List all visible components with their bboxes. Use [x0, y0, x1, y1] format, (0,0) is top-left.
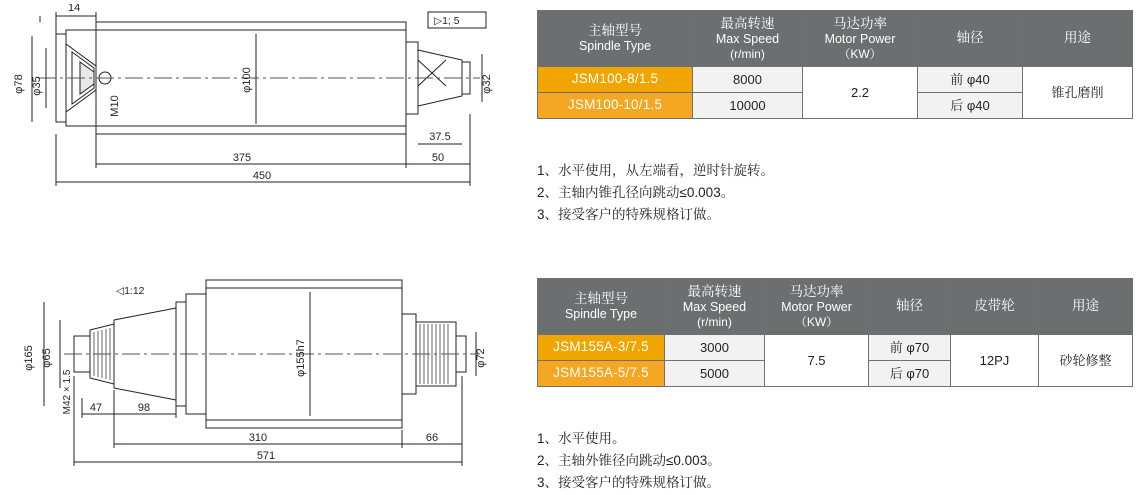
table-header-row: [538, 279, 1133, 335]
col-shaft-dia-cn: 轴径: [896, 298, 923, 314]
col-max-speed-cn: 最高转速: [720, 16, 775, 31]
col-shaft-dia: [918, 11, 1023, 67]
spec-table-jsm155a: [537, 278, 1133, 387]
col-max-speed-unit: (r/min): [730, 46, 765, 61]
col-shaft-dia: [869, 279, 951, 335]
col-motor-power: [803, 11, 918, 67]
col-max-speed: [665, 279, 765, 335]
dim-phi100: φ100: [241, 67, 253, 93]
col-spindle-type-en: Spindle Type: [578, 39, 652, 53]
col-motor-power-en: Motor Power: [824, 31, 896, 46]
spec-table-jsm100: [537, 10, 1133, 119]
spindle-drawing-jsm155a: [10, 258, 510, 488]
cell-model: JSM100-8/1.5: [538, 66, 693, 92]
dim-m10: M10: [109, 95, 121, 117]
table-header-row: [538, 11, 1133, 67]
col-motor-power-unit: （KW）: [794, 314, 839, 329]
cell-usage: 锥孔磨削: [1023, 66, 1133, 118]
dim-47: 47: [89, 402, 103, 414]
cell-usage: 砂轮修整: [1039, 334, 1133, 386]
dim-m42: M42 × 1.5: [62, 369, 73, 415]
cell-speed: 8000: [693, 66, 803, 92]
cell-shaft: 后 φ40: [918, 92, 1023, 118]
table-row: [538, 66, 1133, 92]
notes-jsm100: [537, 160, 774, 226]
cell-shaft: 前 φ40: [918, 66, 1023, 92]
cell-speed: 5000: [665, 360, 765, 386]
dim-571: 571: [256, 450, 276, 462]
cell-model: JSM100-10/1.5: [538, 92, 693, 118]
cell-speed: 3000: [665, 334, 765, 360]
col-usage-cn: 用途: [1064, 30, 1091, 46]
col-spindle-type-cn: 主轴型号: [574, 291, 628, 307]
cell-shaft: 前 φ70: [869, 334, 951, 360]
cell-model: JSM155A-3/7.5: [538, 334, 665, 360]
taper-note: ▷1; 5: [434, 15, 460, 27]
note-line: 2、主轴内锥孔径向跳动≤0.003。: [537, 184, 735, 200]
dim-phi65: φ65: [41, 348, 53, 368]
dim-phi32: φ32: [481, 74, 493, 94]
col-motor-power: [765, 279, 869, 335]
dim-37-5: 37.5: [429, 131, 451, 143]
cell-pulley: 12PJ: [951, 334, 1039, 386]
col-spindle-type: [538, 279, 665, 335]
dim-phi35: φ35: [31, 76, 43, 96]
dim-50: 50: [431, 152, 445, 164]
dim-98: 98: [137, 402, 151, 414]
col-usage-cn: 用途: [1072, 298, 1099, 314]
dim-phi78: φ78: [13, 74, 25, 94]
col-motor-power-unit: （KW）: [838, 46, 882, 61]
dim-450: 450: [252, 170, 272, 182]
drawing-canvas-1: [10, 4, 510, 204]
spindle-drawing-jsm100: [10, 4, 510, 204]
col-spindle-type-cn: 主轴型号: [588, 23, 642, 39]
cell-shaft: 后 φ70: [869, 360, 951, 386]
note-line: 3、接受客户的特殊规格订做。: [537, 474, 721, 490]
notes-jsm155a: [537, 428, 721, 494]
col-max-speed-en: Max Speed: [715, 31, 780, 46]
col-motor-power-cn: 马达功率: [833, 16, 887, 31]
cell-model: JSM155A-5/7.5: [538, 360, 665, 386]
col-max-speed: [693, 11, 803, 67]
col-max-speed-unit: (r/min): [697, 314, 732, 329]
dim-phi165: φ165: [23, 345, 35, 371]
col-usage: [1023, 11, 1133, 67]
dim-phi155: φ155h7: [295, 339, 307, 377]
col-shaft-dia-cn: 轴径: [956, 30, 984, 46]
col-pulley: [951, 279, 1039, 335]
note-line: 2、主轴外锥径向跳动≤0.003。: [537, 452, 721, 468]
col-motor-power-en: Motor Power: [781, 299, 852, 314]
table-row: [538, 334, 1133, 360]
cell-power: 7.5: [765, 334, 869, 386]
col-spindle-type-en: Spindle Type: [564, 307, 638, 321]
dim-14: 14: [68, 4, 81, 14]
col-motor-power-cn: 马达功率: [789, 284, 844, 299]
dim-375: 375: [232, 152, 252, 164]
col-pulley-cn: 皮带轮: [974, 298, 1015, 314]
col-max-speed-en: Max Speed: [682, 299, 747, 314]
col-spindle-type: [538, 11, 693, 67]
dim-66: 66: [425, 432, 439, 444]
col-usage: [1039, 279, 1133, 335]
note-line: 1、水平使用。: [537, 431, 626, 446]
dim-310: 310: [248, 432, 268, 444]
note-line: 1、水平使用，从左端看，逆时针旋转。: [537, 163, 775, 178]
col-max-speed-cn: 最高转速: [687, 284, 742, 299]
note-line: 3、接受客户的特殊规格订做。: [537, 206, 721, 222]
dim-phi72: φ72: [475, 348, 487, 368]
cell-speed: 10000: [693, 92, 803, 118]
taper-note-2: ◁1:12: [116, 285, 145, 297]
drawing-canvas-2: [10, 258, 510, 488]
cell-power: 2.2: [803, 66, 918, 118]
